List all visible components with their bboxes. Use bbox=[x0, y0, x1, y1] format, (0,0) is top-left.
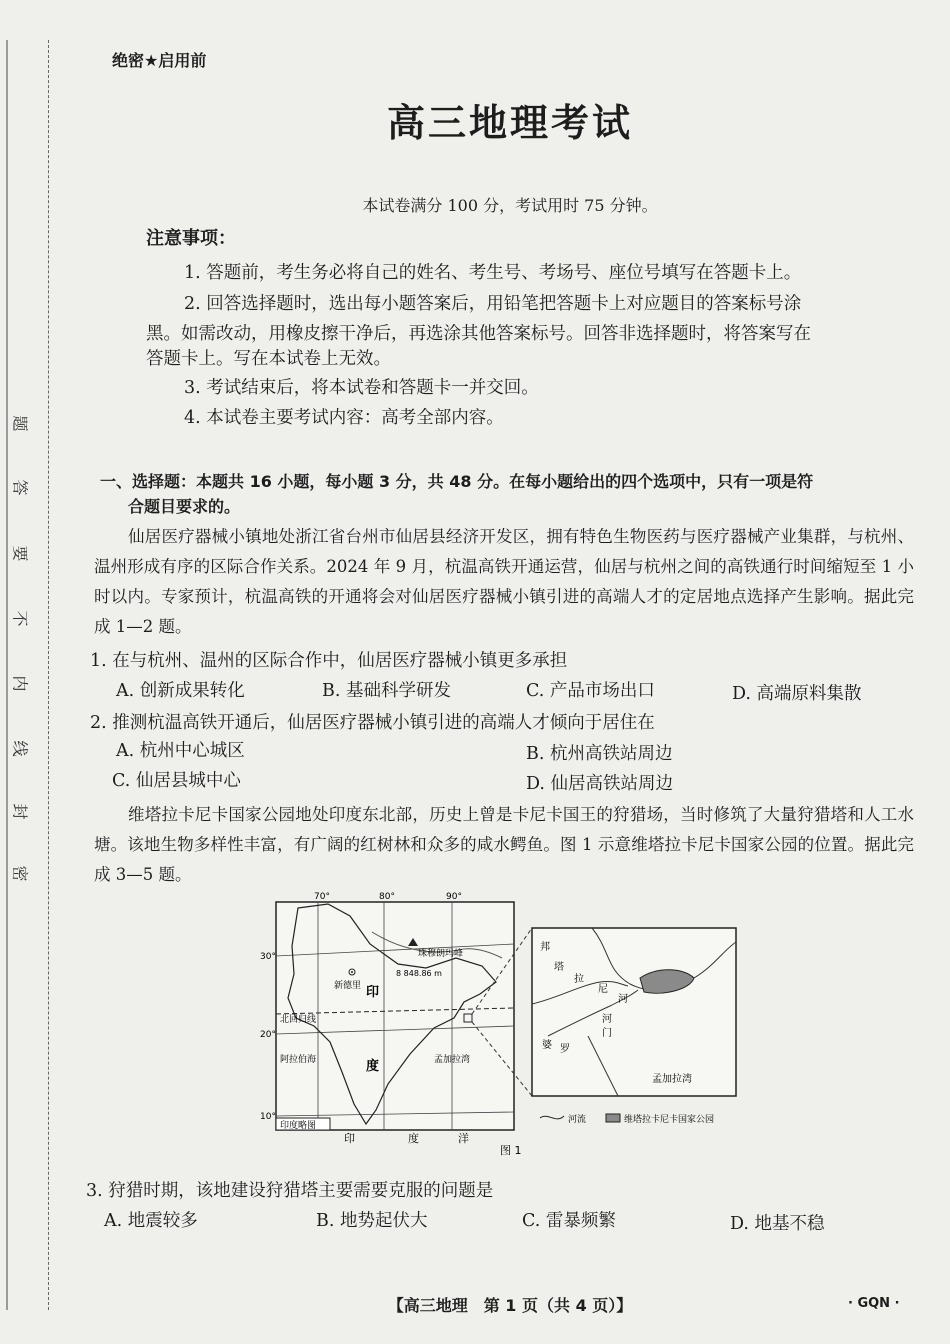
sea-label: 阿拉伯海 bbox=[280, 1055, 317, 1065]
margin-char: 封 bbox=[10, 803, 30, 820]
bay-label: 孟加拉湾 bbox=[434, 1055, 471, 1065]
country-label: 度 bbox=[366, 1059, 380, 1074]
city-dot-icon bbox=[351, 971, 353, 973]
lon-label: 90° bbox=[446, 892, 462, 902]
exam-subtitle: 本试卷满分 100 分，考试用时 75 分钟。 bbox=[362, 196, 658, 215]
margin-char: 要 bbox=[10, 545, 30, 562]
section-heading-cont: 合题目要求的。 bbox=[128, 497, 241, 516]
inset-label: 河 bbox=[618, 994, 628, 1005]
margin-char: 不 bbox=[10, 610, 30, 627]
secret-label: 绝密★启用前 bbox=[112, 51, 207, 70]
margin-char: 线 bbox=[10, 740, 30, 757]
ocean-label: 度 bbox=[408, 1132, 419, 1145]
inset-label: 河 bbox=[602, 1014, 612, 1025]
paper-code: · GQN · bbox=[848, 1296, 900, 1311]
page-title: 高三地理考试 bbox=[386, 101, 633, 145]
q2-option-b: B. 杭州高铁站周边 bbox=[526, 744, 673, 764]
map-title: 印度略图 bbox=[280, 1121, 317, 1131]
lon-label: 80° bbox=[379, 892, 395, 902]
figure-1 bbox=[258, 886, 778, 1156]
peak-name: 珠穆朗玛峰 bbox=[418, 949, 464, 959]
inset-label: 婆 bbox=[542, 1040, 552, 1051]
notice-line: 2. 回答选择题时，选出每小题答案后，用铅笔把答题卡上对应题目的答案标号涂 bbox=[184, 294, 802, 314]
margin-char: 答 bbox=[10, 479, 30, 496]
section-heading: 一、选择题：本题共 16 小题，每小题 3 分，共 48 分。在每小题给出的四个选项中，只有一项是符 bbox=[100, 472, 814, 491]
inset-map-frame bbox=[532, 928, 736, 1096]
q2-option-d: D. 仙居高铁站周边 bbox=[526, 774, 674, 794]
tropic-label: 北回归线 bbox=[280, 1015, 317, 1025]
page-edge bbox=[6, 40, 8, 1310]
question-3-stem: 3. 狩猎时期，该地建设狩猎塔主要需要克服的问题是 bbox=[86, 1181, 494, 1201]
legend-river-icon bbox=[540, 1116, 564, 1119]
question-1-stem: 1. 在与杭州、温州的区际合作中，仙居医疗器械小镇更多承担 bbox=[90, 651, 568, 671]
q2-option-c: C. 仙居县城中心 bbox=[112, 771, 241, 791]
notice-line: 3. 考试结束后，将本试卷和答题卡一并交回。 bbox=[184, 378, 539, 398]
legend-park-icon bbox=[606, 1114, 620, 1122]
inset-label: 尼 bbox=[598, 984, 608, 995]
legend-park: 维塔拉卡尼卡国家公园 bbox=[624, 1115, 715, 1125]
ocean-label: 洋 bbox=[458, 1132, 469, 1145]
inset-bay: 孟加拉湾 bbox=[652, 1074, 692, 1085]
notice-line: 黑。如需改动，用橡皮擦干净后，再选涂其他答案标号。回答非选择题时，将答案写在 bbox=[146, 324, 811, 344]
peak-height: 8 848.86 m bbox=[396, 969, 442, 978]
inset-label: 邦 bbox=[540, 942, 550, 953]
margin-char: 内 bbox=[10, 675, 30, 692]
question-2-stem: 2. 推测杭温高铁开通后，仙居医疗器械小镇引进的高端人才倾向于居住在 bbox=[90, 713, 655, 733]
q2-option-a: A. 杭州中心城区 bbox=[116, 741, 245, 761]
legend-river: 河流 bbox=[568, 1115, 587, 1125]
passage-2: 维塔拉卡尼卡国家公园地处印度东北部，历史上曾是卡尼卡国王的狩猎场，当时修筑了大量狩猎塔和人工水塘。该地生物多样性丰富，有广阔的红树林和众多的咸水鳄鱼。图 1 示意维塔拉卡尼卡国家公园的位置。据此完成 3—5 题。 bbox=[94, 805, 914, 884]
lat-label: 10° bbox=[260, 1112, 276, 1122]
country-label: 印 bbox=[366, 985, 380, 1000]
notice-line: 4. 本试卷主要考试内容：高考全部内容。 bbox=[184, 408, 504, 428]
page-footer: 【高三地理 第 1 页（共 4 页）】 bbox=[387, 1296, 633, 1315]
city-label: 新德里 bbox=[334, 981, 362, 991]
q1-option-c: C. 产品市场出口 bbox=[526, 681, 655, 701]
q3-option-c: C. 雷暴频繁 bbox=[522, 1211, 616, 1231]
q1-option-b: B. 基础科学研发 bbox=[322, 681, 451, 701]
notice-line: 答题卡上。写在本试卷上无效。 bbox=[146, 349, 391, 369]
inset-label: 塔 bbox=[554, 962, 564, 973]
q3-option-d: D. 地基不稳 bbox=[730, 1214, 825, 1234]
notice-line: 1. 答题前，考生务必将自己的姓名、考生号、考场号、座位号填写在答题卡上。 bbox=[184, 263, 802, 283]
notice-heading: 注意事项： bbox=[146, 228, 236, 249]
q3-option-a: A. 地震较多 bbox=[104, 1211, 198, 1231]
inset-label: 门 bbox=[602, 1028, 612, 1039]
figure-1-svg bbox=[258, 886, 778, 1156]
passage-1: 仙居医疗器械小镇地处浙江省台州市仙居县经济开发区，拥有特色生物医药与医疗器械产业集群，与杭州、温州形成有序的区际合作关系。2024 年 9 月，杭温高铁开通运营，仙居与杭州之间的高铁通行时间缩短至 1 小时以内。专家预计，杭温高铁的开通将会对仙居医疗器械小镇引进的高端人才的定居地点选择产生影响。据此完成 1—2 题。 bbox=[94, 527, 914, 636]
binding-line bbox=[48, 40, 49, 1310]
q1-option-a: A. 创新成果转化 bbox=[116, 681, 245, 701]
lon-label: 70° bbox=[314, 892, 330, 902]
ocean-label: 印 bbox=[344, 1132, 355, 1145]
lat-label: 30° bbox=[260, 952, 276, 962]
q1-option-d: D. 高端原料集散 bbox=[732, 684, 862, 704]
inset-label: 罗 bbox=[560, 1044, 570, 1055]
inset-label: 拉 bbox=[574, 974, 584, 985]
margin-char: 密 bbox=[10, 865, 30, 882]
lat-label: 20° bbox=[260, 1030, 276, 1040]
q3-option-b: B. 地势起伏大 bbox=[316, 1211, 428, 1231]
figure-caption: 图 1 bbox=[500, 1144, 522, 1156]
margin-char: 题 bbox=[10, 415, 30, 432]
